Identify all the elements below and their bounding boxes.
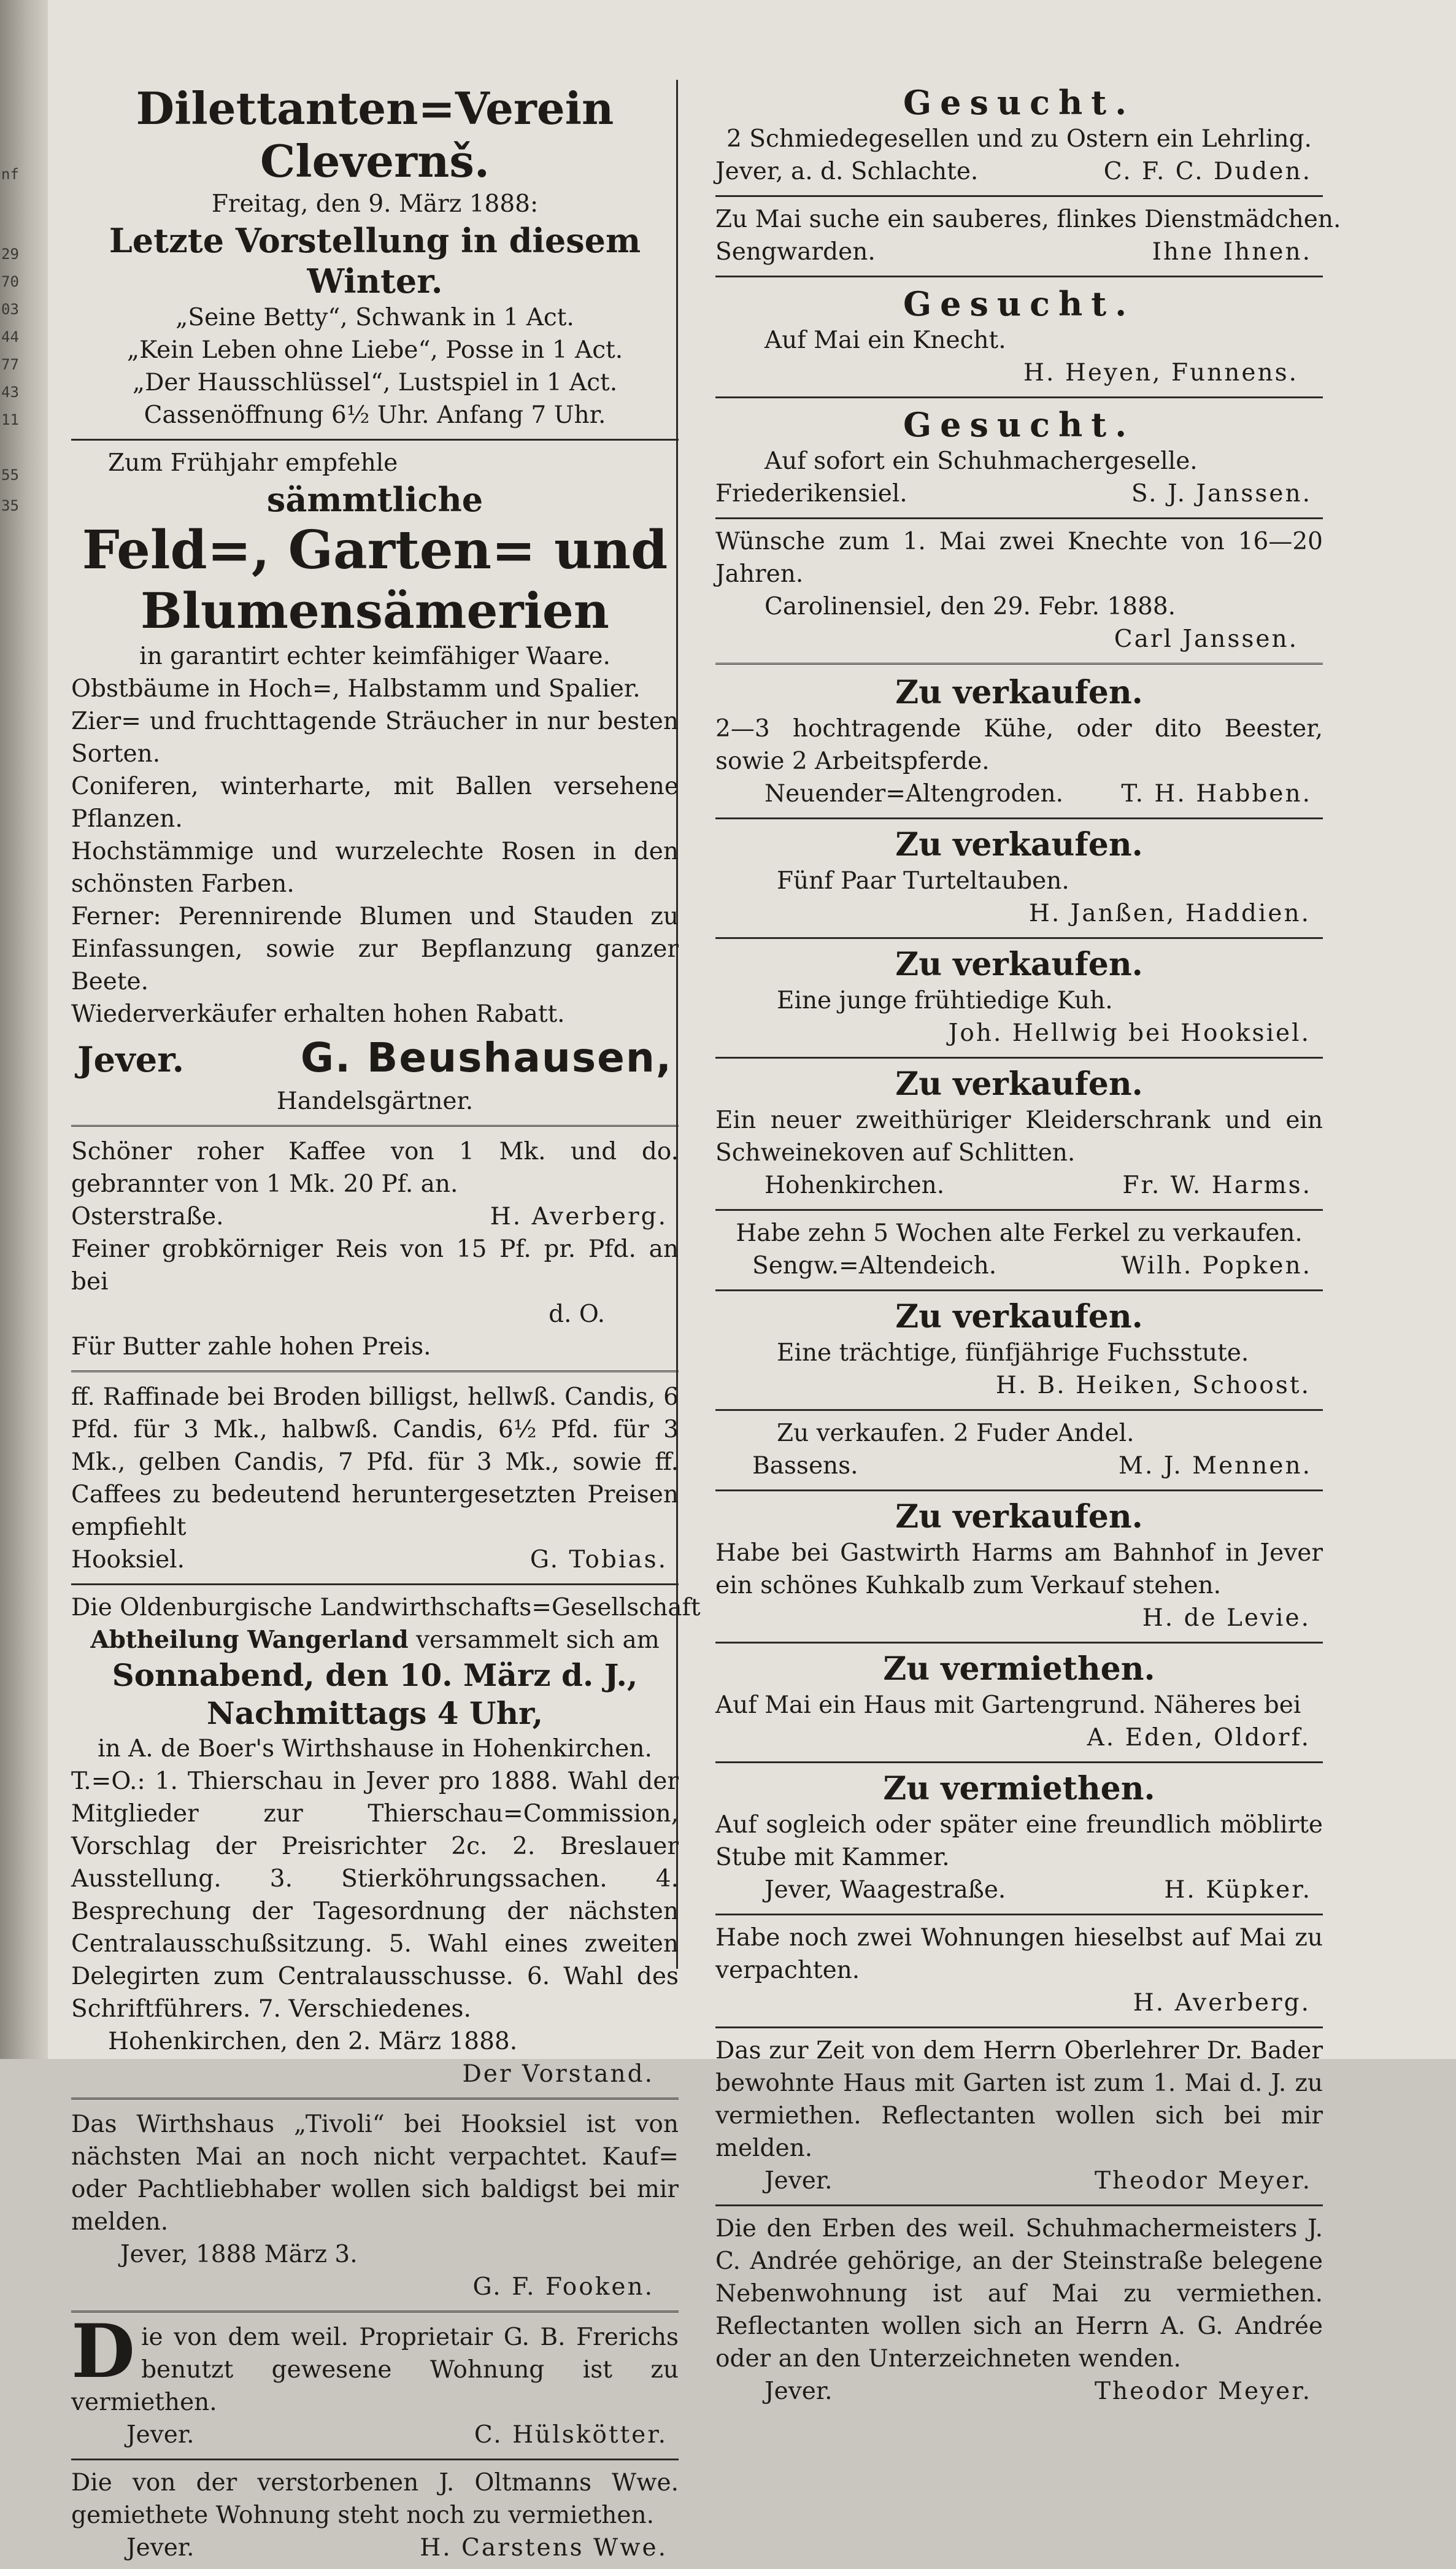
ad-tobias	[71, 1377, 679, 1581]
signature-line	[715, 2165, 1323, 2197]
ad-signer: H. Averberg.	[490, 1203, 668, 1230]
ad-date: Sonnabend, den 10. März d. J.,	[112, 1657, 638, 1693]
ad-averberg-wohnungen	[715, 1918, 1323, 2024]
ad-signer: M. J. Mennen.	[1119, 1452, 1312, 1480]
ad-text: Zu Mai suche ein sauberes, flinkes Dienstmädchen.	[715, 206, 1341, 233]
signature-line	[715, 1450, 1323, 1482]
ad-place: Neuender=Altengroden.	[765, 780, 1064, 808]
play-item: „Kein Leben ohne Liebe“, Posse in 1 Act.	[126, 336, 623, 364]
ad-place: Jever.	[126, 2421, 195, 2449]
ad-place: Jever.	[126, 2534, 195, 2562]
ad-title: Dilettanten=Verein Clevernš.	[136, 82, 614, 187]
ad-signer: H. Küpker.	[1164, 1876, 1312, 1904]
firm-name: G. Beushausen,	[300, 1034, 672, 1081]
ad-text: Das zur Zeit von dem Herrn Oberlehrer Dr. Bader bewohnte Haus mit Garten ist zum 1. Mai d. J. zu vermiethen. Reflectanten wollen sich bei mir melden.	[715, 2037, 1323, 2162]
ad-separator	[715, 1209, 1323, 1211]
ad-paragraph: ff. Raffinade bei Broden billigst, hellwß. Candis, 6 Pfd. für 3 Mk., halbwß. Candis, 6½ Pfd. für 3 Mk., gelben Candis, 7 Pfd. für 3 Mk., sowie ff. Caffees zu bedeutend heruntergesetzten Preisen empfiehlt	[71, 1383, 679, 1541]
signature-line	[715, 155, 1323, 188]
ad-heading: Gesucht.	[903, 405, 1136, 444]
ad-verkaufen-turteltauben	[715, 822, 1323, 935]
ad-text: Auf sofort ein Schuhmachergeselle.	[765, 447, 1198, 475]
ad-text: Auf sogleich oder später eine freundlich möblirte Stube mit Kammer.	[715, 1811, 1323, 1871]
ad-time: Nachmittags 4 Uhr,	[206, 1695, 544, 1731]
ad-text: Auf Mai ein Knecht.	[765, 326, 1006, 354]
ad-signer: H. Carstens Wwe.	[420, 2534, 668, 2562]
play-item: „Seine Betty“, Schwank in 1 Act.	[175, 304, 574, 331]
signature-line	[71, 2419, 679, 2451]
ad-display-line: Blumensämerien	[141, 582, 609, 639]
ad-tivoli	[71, 2104, 679, 2308]
ad-text: Wünsche zum 1. Mai zwei Knechte von 16—20 Jahren.	[715, 528, 1323, 588]
ad-signer: Theodor Meyer.	[1094, 2167, 1312, 2195]
ad-heading: Zu verkaufen.	[895, 1065, 1143, 1103]
edge-number: 35	[1, 497, 19, 514]
newspaper-page	[48, 0, 1456, 2562]
signature-line	[715, 1250, 1323, 1282]
ad-place: Sengwarden.	[715, 238, 876, 266]
drop-cap: D	[71, 2308, 136, 2395]
ad-text: Auf Mai ein Haus mit Gartengrund. Näheres bei	[715, 1691, 1301, 1719]
ad-meyer-andree	[715, 2209, 1323, 2413]
ad-place: Hohenkirchen.	[765, 1172, 945, 1199]
ad-display-line: Feld=, Garten= und	[82, 519, 668, 581]
ad-signer: G. F. Fooken.	[472, 2273, 654, 2301]
edge-number: 55	[1, 466, 19, 484]
ad-signer: Fr. W. Harms.	[1122, 1172, 1312, 1199]
adjacent-page-edge	[0, 0, 48, 2059]
ad-text: Habe zehn 5 Wochen alte Ferkel zu verkaufen.	[736, 1219, 1303, 1247]
left-column	[71, 79, 701, 2569]
ad-separator	[715, 1642, 1323, 1644]
ad-paragraph: in garantirt echter keimfähiger Waare.	[139, 643, 611, 670]
ad-text: Zu verkaufen. 2 Fuder Andel.	[777, 1420, 1134, 1447]
signature-line	[715, 778, 1323, 810]
ad-separator	[715, 1761, 1323, 1763]
ad-verkaufen-habben	[715, 670, 1323, 815]
ad-signer: C. Hülskötter.	[474, 2421, 668, 2449]
ad-separator	[71, 2459, 679, 2460]
ad-meyer-haus	[715, 2031, 1323, 2202]
ad-text: Eine junge frühtiedige Kuh.	[777, 987, 1113, 1014]
ad-separator	[71, 1370, 679, 1375]
ad-verkaufen-harms	[715, 1061, 1323, 1207]
ad-paragraph: Zier= und fruchttagende Sträucher in nur besten Sorten.	[71, 708, 679, 768]
ad-mennen	[715, 1413, 1323, 1487]
ad-dilettanten-verein	[71, 79, 679, 436]
ad-paragraph: Die von der verstorbenen J. Oltmanns Wwe. gemiethete Wohnung steht noch zu vermiethen.	[71, 2469, 679, 2529]
ad-separator	[715, 1914, 1323, 1915]
ad-separator	[71, 439, 679, 441]
ad-text: 2 Schmiedegesellen und zu Ostern ein Lehrling.	[726, 125, 1312, 153]
ad-signer: d. O.	[549, 1300, 605, 1328]
ad-dateline: Jever, 1888 März 3.	[120, 2241, 358, 2268]
ad-date: Freitag, den 9. März 1888:	[211, 190, 539, 218]
ad-averberg	[71, 1132, 679, 1368]
ad-dateline: Carolinensiel, den 29. Febr. 1888.	[765, 593, 1176, 620]
ad-gesucht-duden	[715, 79, 1323, 193]
ad-verkaufen-heiken	[715, 1294, 1323, 1407]
ad-bold-phrase: Abtheilung Wangerland	[90, 1626, 409, 1654]
ad-separator	[715, 396, 1323, 398]
ad-gesucht-janssen	[715, 401, 1323, 515]
play-item: „Der Hausschlüssel“, Lustspiel in 1 Act.	[132, 369, 618, 396]
ad-popken	[715, 1213, 1323, 1287]
ad-heading: Gesucht.	[903, 284, 1136, 323]
ad-vermiethen-kuepker	[715, 1766, 1323, 1911]
ad-paragraph: ie von dem weil. Proprietair G. B. Frerichs benutzt gewesene Wohnung ist zu vermiethen.	[71, 2324, 679, 2416]
ad-location: in A. de Boer's Wirthshause in Hohenkirchen.	[98, 1735, 652, 1763]
signature-line	[715, 1874, 1323, 1906]
ad-paragraph: Schöner roher Kaffee von 1 Mk. und do. gebrannter von 1 Mk. 20 Pf. an.	[71, 1138, 679, 1198]
ad-place: Hooksiel.	[71, 1546, 185, 1574]
ad-signer: Wilh. Popken.	[1121, 1252, 1312, 1280]
ad-paragraph: Ferner: Perennirende Blumen und Stauden zu Einfassungen, sowie zur Bepflanzung ganzer Beete.	[71, 903, 679, 995]
firm-place: Jever.	[77, 1040, 185, 1080]
ad-separator	[715, 2026, 1323, 2028]
ad-landwirthschaft	[71, 1588, 701, 2095]
ad-heading: Zu vermiethen.	[883, 1770, 1155, 1807]
ad-separator	[71, 2311, 679, 2315]
ad-signer: H. Janßen, Haddien.	[1028, 900, 1311, 927]
ad-separator	[715, 517, 1323, 519]
edge-number: 44	[1, 328, 19, 346]
ad-text: 2—3 hochtragende Kühe, oder dito Beester, sowie 2 Arbeitspferde.	[715, 715, 1323, 775]
firm-trade: Handelsgärtner.	[276, 1087, 474, 1115]
ad-paragraph: Coniferen, winterharte, mit Ballen versehene Pflanzen.	[71, 773, 679, 833]
ad-place: Bassens.	[752, 1452, 858, 1480]
ad-separator	[715, 937, 1323, 939]
ad-paragraph: Obstbäume in Hoch=, Halbstamm und Spalier.	[71, 675, 641, 703]
signature-line	[71, 1200, 679, 1233]
ad-text: Habe bei Gastwirth Harms am Bahnhof in Jever ein schönes Kuhkalb zum Verkauf stehen.	[715, 1539, 1323, 1599]
ad-signer: H. de Levie.	[1142, 1604, 1311, 1632]
ad-intro: Zum Frühjahr empfehle	[108, 449, 398, 477]
signature-line	[715, 2375, 1323, 2408]
ad-carl-janssen	[715, 522, 1323, 660]
ad-signer: Ihne Ihnen.	[1152, 238, 1312, 266]
ad-heading: Zu verkaufen.	[895, 1498, 1143, 1536]
ad-separator	[715, 195, 1323, 197]
right-column	[715, 79, 1341, 2413]
ad-place: Sengw.=Altendeich.	[752, 1252, 997, 1280]
ad-separator	[715, 1057, 1323, 1059]
ad-heading: Zu verkaufen.	[895, 1298, 1143, 1335]
ad-times: Cassenöffnung 6½ Uhr. Anfang 7 Uhr.	[144, 401, 606, 429]
ad-agenda: T.=O.: 1. Thierschau in Jever pro 1888. Wahl der Mitglieder zur Thierschau=Commission, Vorschlag der Preisrichter 2c. 2. Breslauer Ausstellung. 3. Stierköhrungssachen. 4. Besprechung der Tagesordnung der nächsten Centralausschußsitzung. 5. Wahl eines zweiten Delegirten zum Centralausschusse. 6. Wahl des Schriftführers. 7. Verschiedenes.	[71, 1767, 679, 2023]
ad-separator	[71, 2098, 679, 2102]
edge-number: 03	[1, 301, 19, 318]
ad-place: Friederikensiel.	[715, 480, 907, 508]
ad-signer: S. J. Janssen.	[1131, 480, 1312, 508]
edge-number: 29	[1, 245, 19, 263]
ad-signer: Der Vorstand.	[462, 2060, 654, 2088]
ad-dateline: Hohenkirchen, den 2. März 1888.	[108, 2028, 518, 2055]
ad-text: Die den Erben des weil. Schuhmachermeisters J. C. Andrée gehörige, an der Steinstraße belegene Nebenwohnung ist auf Mai zu vermiethen. Reflectanten wollen sich an Herrn A. G. Andrée oder an den Unterzeichneten wenden.	[715, 2215, 1323, 2373]
ad-text: Eine trächtige, fünfjährige Fuchsstute.	[777, 1339, 1249, 1367]
edge-number: 70	[1, 273, 19, 290]
ad-intro: Die Oldenburgische Landwirthschafts=Gesellschaft	[71, 1594, 701, 1621]
ad-place: Jever, Waagestraße.	[765, 1876, 1006, 1904]
ad-paragraph: Feiner grobkörniger Reis von 15 Pf. pr. Pfd. an bei	[71, 1235, 679, 1296]
signature-line	[715, 477, 1323, 510]
ad-place: Osterstraße.	[71, 1203, 224, 1230]
ad-signer: Carl Janssen.	[1114, 625, 1298, 653]
ad-separator	[715, 276, 1323, 277]
ad-oltmanns	[71, 2463, 679, 2569]
signature-line	[71, 2532, 679, 2564]
ad-signer: A. Eden, Oldorf.	[1087, 1724, 1311, 1752]
ad-verkaufen-kuh	[715, 941, 1323, 1054]
ad-gesucht-heyen	[715, 280, 1323, 394]
ad-heading: Zu vermiethen.	[883, 1650, 1155, 1688]
edge-number: 43	[1, 384, 19, 401]
signature-line	[715, 236, 1323, 268]
ad-separator	[715, 817, 1323, 819]
ad-signer: H. Averberg.	[1133, 1989, 1311, 2017]
ad-signer: C. F. C. Duden.	[1103, 158, 1312, 185]
signature-line	[71, 1543, 679, 1576]
ad-text: Habe noch zwei Wohnungen hieselbst auf Mai zu verpachten.	[715, 1924, 1323, 1984]
ad-separator	[715, 1489, 1323, 1491]
ad-separator	[71, 1125, 679, 1129]
ad-place: Jever.	[765, 2378, 833, 2405]
ad-beushausen-seeds	[71, 443, 679, 1122]
ad-separator	[71, 1583, 679, 1585]
signature-line	[715, 1169, 1323, 1202]
ad-line: sämmtliche	[266, 480, 483, 519]
ad-text: versammelt sich am	[408, 1626, 660, 1654]
ad-text: Fünf Paar Turteltauben.	[777, 867, 1069, 895]
ad-separator	[715, 1289, 1323, 1291]
ad-intro-2	[71, 1624, 679, 1656]
ad-headline: Letzte Vorstellung in diesem Winter.	[109, 221, 641, 301]
ad-separator	[715, 663, 1323, 667]
ad-signer: G. Tobias.	[530, 1546, 668, 1574]
ad-paragraph: Hochstämmige und wurzelechte Rosen in den schönsten Farben.	[71, 838, 679, 898]
ad-paragraph: Wiederverkäufer erhalten hohen Rabatt.	[71, 1000, 565, 1028]
ad-signer: Joh. Hellwig bei Hooksiel.	[948, 1019, 1311, 1047]
ad-heading: Zu verkaufen.	[895, 826, 1143, 863]
edge-number: nf	[1, 166, 19, 183]
ad-frerichs	[71, 2308, 679, 2456]
ad-signer: Theodor Meyer.	[1094, 2378, 1312, 2405]
ad-text: Ein neuer zweithüriger Kleiderschrank und ein Schweinekoven auf Schlitten.	[715, 1107, 1323, 1167]
ad-separator	[715, 1409, 1323, 1411]
ad-signer: H. B. Heiken, Schoost.	[995, 1372, 1311, 1399]
ad-heading: Zu verkaufen.	[895, 946, 1143, 983]
edge-number: 77	[1, 356, 19, 373]
ad-paragraph: Für Butter zahle hohen Preis.	[71, 1333, 431, 1361]
ad-place: Jever.	[765, 2167, 833, 2195]
ad-ihnen	[715, 199, 1341, 273]
ad-paragraph: Das Wirthshaus „Tivoli“ bei Hooksiel ist von nächsten Mai an noch nicht verpachtet. Kauf= oder Pachtliebhaber wollen sich baldigst bei mir melden.	[71, 2111, 679, 2236]
ad-separator	[715, 2204, 1323, 2206]
ad-signer: H. Heyen, Funnens.	[1023, 359, 1298, 387]
ad-signer: T. H. Habben.	[1121, 780, 1312, 808]
ad-verkaufen-levie	[715, 1494, 1323, 1639]
firm-line	[71, 1030, 679, 1085]
edge-number: 11	[1, 411, 19, 428]
ad-vermiethen-eden	[715, 1646, 1323, 1759]
ad-place: Jever, a. d. Schlachte.	[715, 158, 979, 185]
ad-heading: Gesucht.	[903, 83, 1136, 122]
ad-heading: Zu verkaufen.	[895, 674, 1143, 711]
